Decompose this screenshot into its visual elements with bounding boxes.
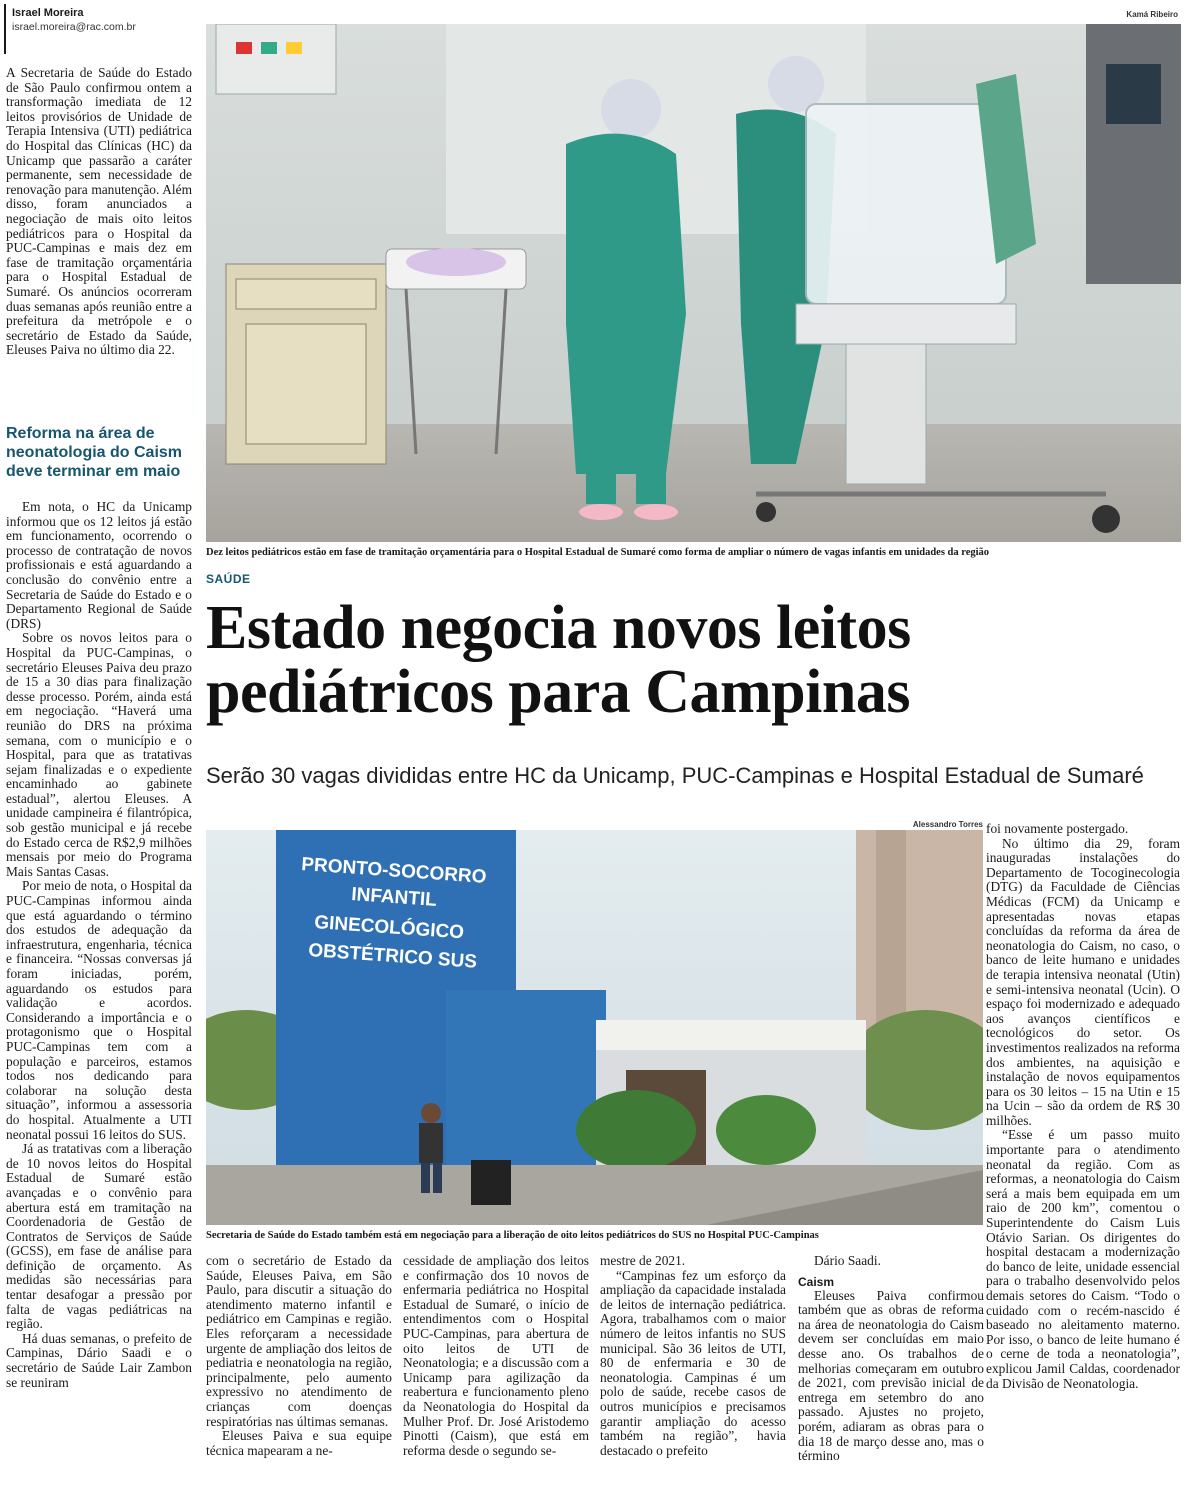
paragraph: A Secretaria de Saúde do Estado de São Paulo confirmou ontem a transformação imediata de 12 leitos provisórios de Unidade de Terapia Intensiva (UTI) pediátrica do Hospital das Clínicas (HC) da Unicamp que passarão a caráter permanente, sem necessidade de renovação para manutenção. Além disso, foram anunciados a negociação de mais oito leitos pediátricos para o Hospital da PUC-Campinas e mais dez em fase de tramitação orçamentária para o Hospital Estadual de Sumaré. Os anúncios ocorreram duas semanas após reunião entre a prefeitura da metrópole e o secretário de Estado da Saúde, Eleuses Paiva no último dia 22. xyxy=(6,65,192,358)
sign-line: GINECOLÓGICO xyxy=(313,912,465,944)
deck: Serão 30 vagas divididas entre HC da Unicamp, PUC-Campinas e Hospital Estadual de Sumaré xyxy=(206,763,1144,788)
paragraph: “Esse é um passo muito importante para o atendimento neonatal da região. Com as reformas, a neonatologia do Caism será a mais bem equipada em um raio de 200 km”, comentou o Superintendente do Caism Luis Otávio Sarian. Os dirigentes do hospital destacam a modernização do banco de leite, unidade essencial para o trabalho desenvolvido pelos demais setores do Caism. “Todo o cuidado com o recém-nascido é baseado no aleitamento materno. Por isso, o banco de leite humano é o cerne de toda a neonatologia”, explicou Jamil Caldas, coordenador da Divisão de Neonatologia. xyxy=(986,1127,1180,1391)
paragraph: cessidade de ampliação dos leitos e confirmação dos 10 novos de enfermaria pediátrica no Hospital Estadual de Sumaré, o início de entendimentos com o Hospital PUC-Campinas, para abertura de oito leitos de UTI de Neonatologia; e a discussão com a Unicamp para agilização da reabertura e funcionamento pleno da Neonatologia do Hospital da Mulher Prof. Dr. José Aristodemo Pinotti (Caism), que está em reforma desde o segundo se- xyxy=(403,1253,589,1458)
paragraph: Eleuses Paiva e sua equipe técnica mapearam a ne- xyxy=(206,1428,392,1458)
paragraph: Eleuses Paiva confirmou também que as obras de reforma na área de neonatologia do Caism devem ser concluídas em maio desse ano. Os trabalhos de melhorias começaram em outubro de 2021, com previsão inicial de entrega em setembro do ano passado. Ajustes no projeto, porém, adiaram as obras para o dia 18 de março desse ano, mas o término xyxy=(798,1287,984,1464)
paragraph: Dário Saadi. xyxy=(814,1253,881,1268)
right-column xyxy=(986,822,1180,1391)
left-column-body xyxy=(6,500,192,1390)
paragraph: Há duas semanas, o prefeito de Campinas, Dário Saadi e o secretário de Saúde Lair Zambon se reuniram xyxy=(6,1330,192,1390)
paragraph: Já as tratativas com a liberação de 10 novos leitos do Hospital Estadual de Sumaré estão avançadas e o convênio para abertura está em tramitação na Coordenadoria de Gestão de Contratos de Serviços de Saúde (GCSS), em fase de análise para definição de orçamento. As medidas são necessárias para tentar desafogar a pressão por falta de vagas pediátricas na região. xyxy=(6,1141,192,1332)
headline xyxy=(206,596,1181,724)
paragraph: Em nota, o HC da Unicamp informou que os 12 leitos já estão em funcionamento, ocorrendo o processo de contratação de novos profissionais e está aguardando a conclusão do convênio entre a Secretaria de Saúde do Estado e o Departamento Regional de Saúde (DRS) xyxy=(6,499,192,631)
hospital-facade-photo xyxy=(206,830,983,1225)
sign-line: INFANTIL xyxy=(350,884,438,911)
bottom-column-1 xyxy=(206,1254,392,1458)
paragraph: mestre de 2021. xyxy=(600,1253,686,1268)
bottom-column-3 xyxy=(600,1254,786,1458)
author-email[interactable]: israel.moreira@rac.com.br xyxy=(12,21,136,33)
bottom-column-2 xyxy=(403,1254,589,1458)
paragraph: No último dia 29, foram inauguradas instalações do Departamento de Tocoginecologia (DTG) da Faculdade de Ciências Médicas (FCM) da Unicamp e apresentadas novas etapas concluídas da reforma da área de neonatologia do Caism, no caso, o banco de leite humano e unidades de terapia intensiva neonatal (Utin) e semi-intensiva neonatal (Ucin). O espaço foi modernizado e adequado aos avanços científicos e tecnológicos do setor. Os investimentos realizados na reforma dos ambientes, na aquisição e instalação de novos equipamentos para os 30 leitos – 15 na Utin e 15 na Ucin – são da ordem de R$ 30 milhões. xyxy=(986,835,1180,1128)
bottom-column-4 xyxy=(798,1254,984,1464)
hospital-facade-illustration xyxy=(206,830,983,1225)
sign-line: OBSTÉTRICO SUS xyxy=(307,940,478,973)
left-column-intro xyxy=(6,66,192,358)
photo-caption: Dez leitos pediátricos estão em fase de tramitação orçamentária para o Hospital Estadual de Sumaré como forma de ampliar o número de vagas infantis em unidades da região xyxy=(206,547,990,558)
sign-line: PRONTO-SOCORRO xyxy=(300,854,488,888)
headline-line: Estado negocia novos leitos xyxy=(206,594,911,662)
nicu-photo xyxy=(206,24,1181,542)
photo-caption: Secretaria de Saúde do Estado também está em negociação para a liberação de oito leitos pediátricos do SUS no Hospital PUC-Campinas xyxy=(206,1230,819,1241)
photo-credit: Alessandro Torres xyxy=(912,820,983,829)
author-name: Israel Moreira xyxy=(12,7,84,19)
paragraph: Sobre os novos leitos para o Hospital da PUC-Campinas, o secretário Eleuses Paiva deu prazo de 15 a 30 dias para finalização desse processo. Porém, ainda está em negociação. “Haverá uma reunião do DRS na próxima semana, com o município e o Hospital, para que as tratativas sejam finalizadas e o expediente encaminhado ao gabinete estadual”, alertou Eleuses. A unidade campineira é filantrópica, sob gestão municipal e já recebe do Estado cerca de R$2,9 milhões mensais por meio do Programa Mais Santas Casas. xyxy=(6,630,192,879)
byline xyxy=(4,4,200,54)
paragraph: foi novamente postergado. xyxy=(986,821,1129,836)
photo-credit: Kamá Ribeiro xyxy=(1126,10,1178,19)
subheading: Caism xyxy=(798,1274,835,1289)
subheading: Reforma na área de neonatologia do Caism deve terminar em maio xyxy=(6,425,183,480)
paragraph: Por meio de nota, o Hospital da PUC-Campinas informou ainda que está aguardando o término dos estudos de adequação da infraestrutura, engenharia, técnica e financeira. “Nossas conversas já foram iniciadas, porém, aguardando os estudos para validação e acordos. Considerando a importância e o protagonismo que o Hospital PUC-Campinas tem com a população e parceiros, estamos todos nos dedicando para colaborar na solução desta situação”, informou a assessoria do hospital. Atualmente a UTI neonatal possui 16 leitos do SUS. xyxy=(6,878,192,1142)
section-label: SAÚDE xyxy=(206,572,251,586)
paragraph: com o secretário de Estado da Saúde, Eleuses Paiva, em São Paulo, para discutir a situação do atendimento materno infantil e pediátrico em Campinas e região. Eles reforçaram a necessidade urgente de ampliação dos leitos de pediatria e neonatologia na região, principalmente, pelo aumento expressivo no atendimento de crianças com doenças respiratórias nas últimas semanas. xyxy=(206,1253,392,1429)
paragraph: “Campinas fez um esforço da ampliação da capacidade instalada de leitos de internação pediátrica. Agora, trabalhamos com o maior número de leitos infantis no SUS municipal. São 36 leitos de UTI, 80 de enfermaria e 30 de neonatologia. Campinas é um polo de saúde, recebe casos de outros municípios e precisamos garantir ampliação do acesso também na região”, havia destacado o prefeito xyxy=(600,1267,786,1458)
nicu-photo-illustration xyxy=(206,24,1181,542)
headline-line: pediátricos para Campinas xyxy=(206,658,910,726)
